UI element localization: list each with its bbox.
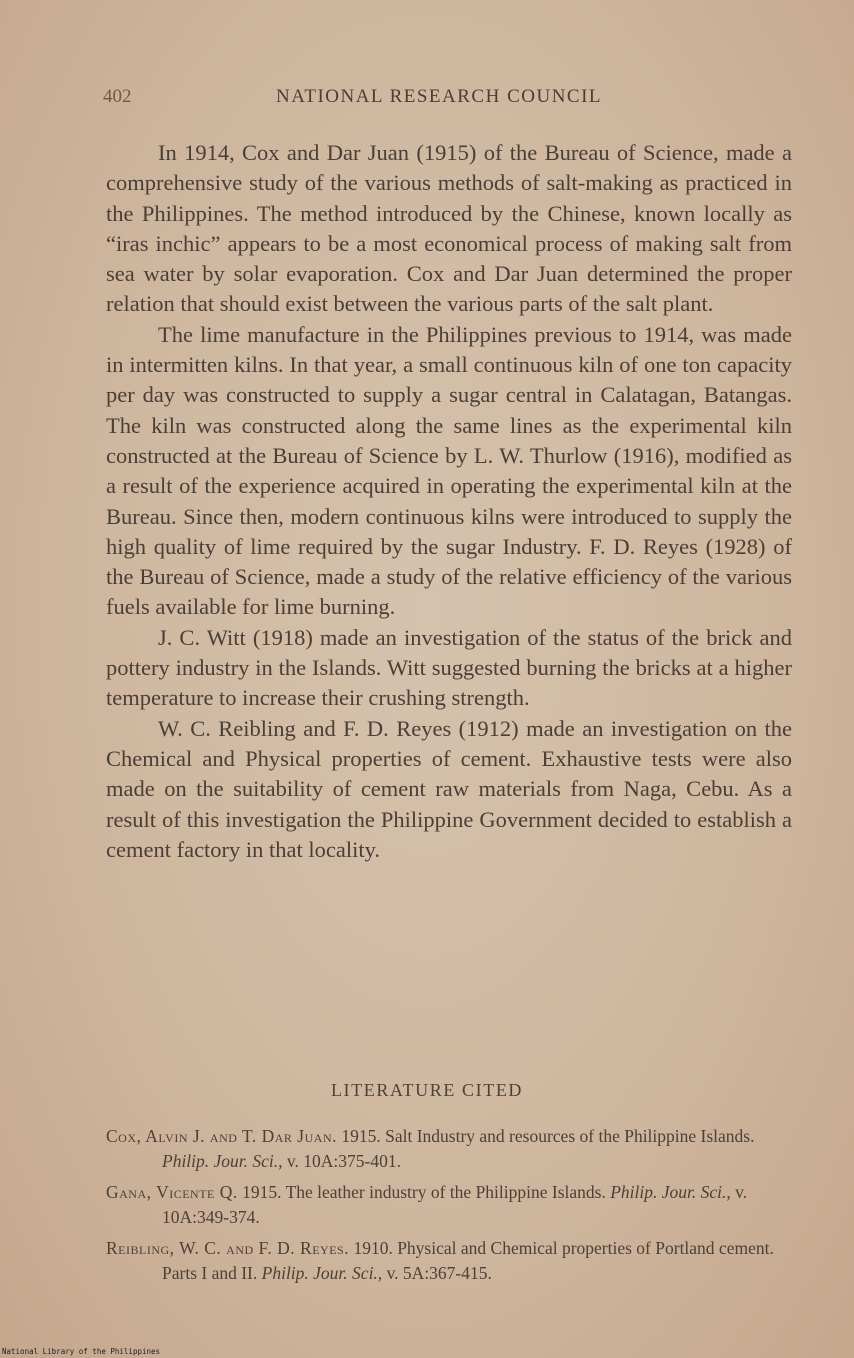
body-text (106, 138, 792, 865)
reference-volume: v. 5A:367-415. (382, 1262, 492, 1283)
reference-journal: Philip. Jour. Sci., (162, 1150, 283, 1171)
reference-journal: Philip. Jour. Sci., (261, 1262, 383, 1283)
reference-item (106, 1124, 796, 1173)
reference-volume: v. 10A:375-401. (282, 1150, 401, 1171)
paragraph-lime-manufacture: The lime manufacture in the Philippines previous to 1914, was made in intermitten kilns. In that year, a small continuous kiln of one ton capacity per day was constructed to supply a sugar central in Calatagan, Batangas. The kiln was constructed along the same lines as the experimental kiln constructed at the Bureau of Science by L. W. Thurlow (1916), modified as a result of the experience acquired in operating the experimental kiln at the Bureau. Since then, modern continuous kilns were introduced to supply the high quality of lime required by the sugar Industry. F. D. Reyes (1928) of the Bureau of Science, made a study of the relative efficiency of the various fuels available for lime burning. (106, 321, 792, 620)
page-number: 402 (103, 86, 132, 107)
library-watermark: National Library of the Philippines (2, 1347, 161, 1356)
reference-authors: Reibling, W. C. and F. D. Reyes. (106, 1238, 350, 1258)
running-head: NATIONAL RESEARCH COUNCIL (276, 86, 603, 107)
reference-journal: Philip. Jour. Sci., (610, 1182, 731, 1202)
reference-volume: v. 10A:349-374. (162, 1182, 748, 1227)
paragraph-salt-making: In 1914, Cox and Dar Juan (1915) of the Bureau of Science, made a comprehensive study of the various methods of salt-making as practiced in the Philippines. The method introduced by the Chinese, known locally as “iras inchic” appears to be a most economical process of making salt from sea water by solar evaporation. Cox and Dar Juan determined the proper relation that should exist between the various parts of the salt plant. (106, 140, 792, 317)
page-header (0, 86, 854, 116)
reference-text: 1910. Physical and Chemical properties of Portland cement. Parts I and II. (162, 1238, 774, 1283)
literature-cited-heading: LITERATURE CITED (330, 1080, 524, 1100)
reference-text: 1915. Salt Industry and resources of the Philippine Islands. (336, 1126, 755, 1146)
reference-list (106, 1124, 796, 1292)
reference-authors: Cox, Alvin J. and T. Dar Juan. (106, 1126, 337, 1146)
paragraph-brick-pottery: J. C. Witt (1918) made an investigation of the status of the brick and pottery industry in the Islands. Witt suggested burning the bricks at a higher temperature to increase their crushing strength. (106, 624, 792, 711)
reference-authors: Gana, Vicente Q. (106, 1182, 238, 1202)
paragraph-cement: W. C. Reibling and F. D. Reyes (1912) made an investigation on the Chemical and Physical properties of cement. Exhaustive tests were also made on the suitability of cement raw materials from Naga, Cebu. As a result of this investigation the Philippine Government decided to establish a cement factory in that locality. (106, 715, 792, 862)
reference-item (106, 1236, 796, 1285)
reference-item (106, 1180, 796, 1229)
reference-text: 1915. The leather industry of the Philippine Islands. (237, 1182, 611, 1202)
